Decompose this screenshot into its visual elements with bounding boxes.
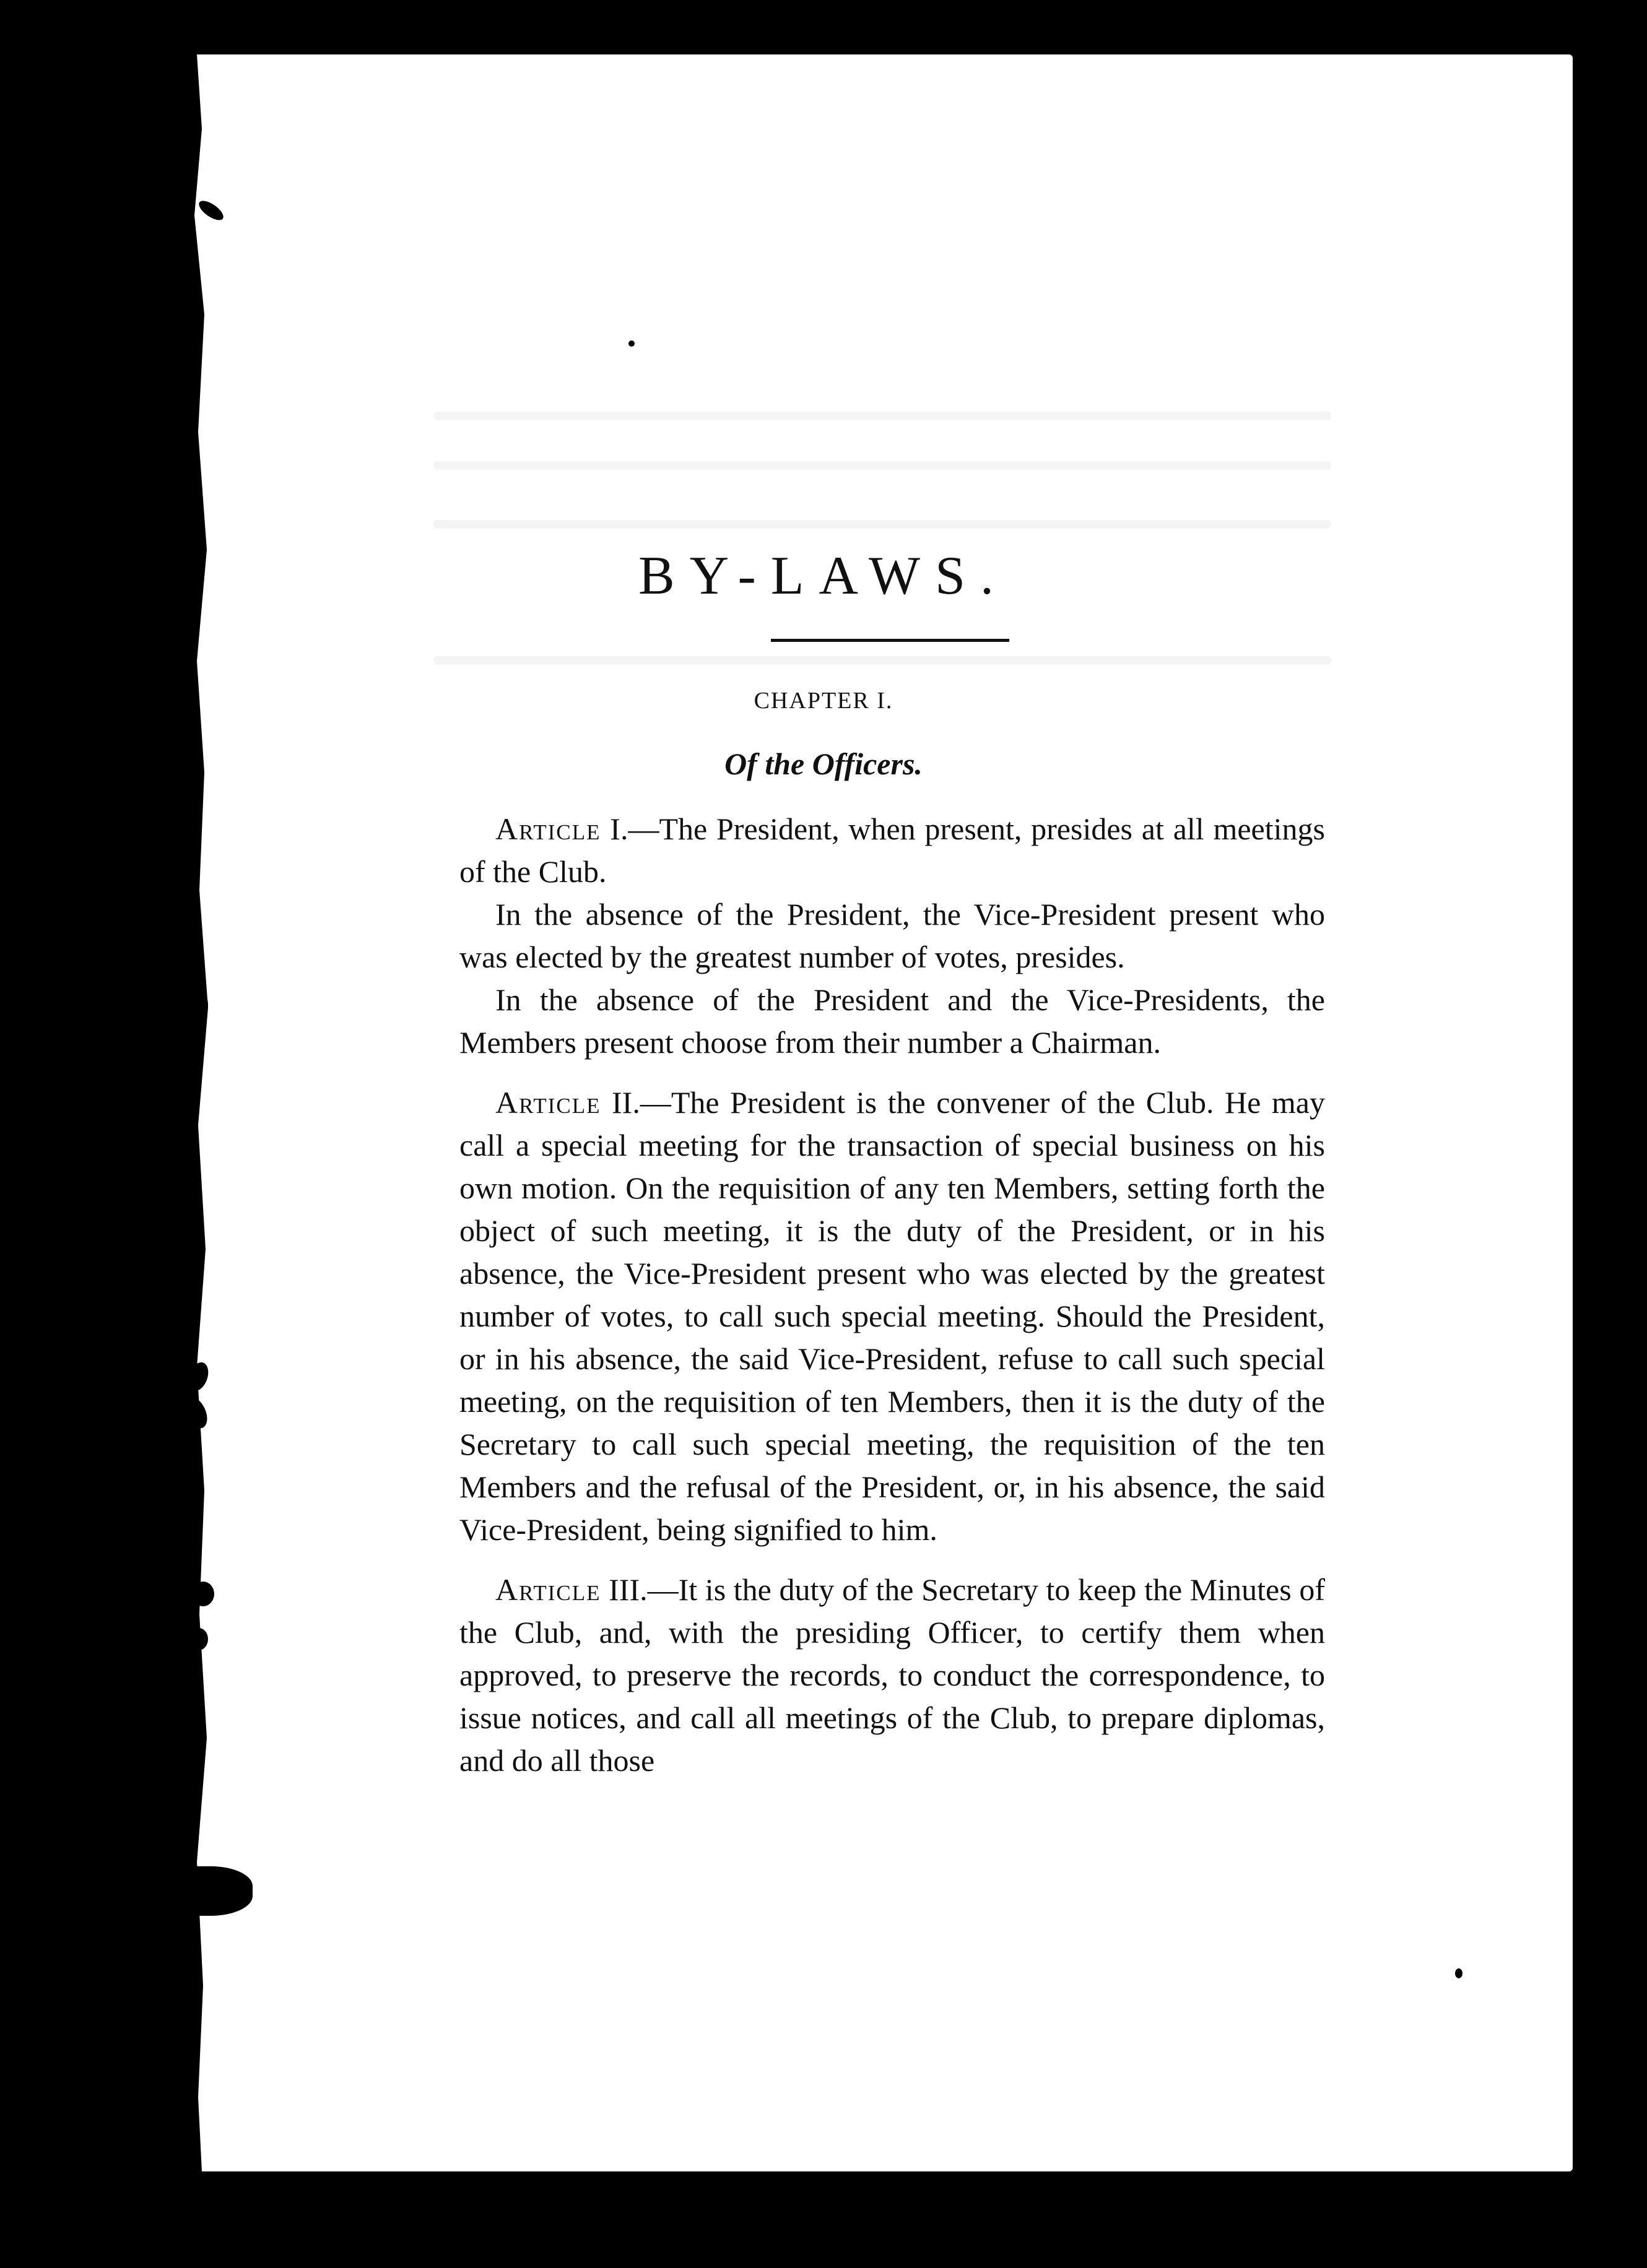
show-through-line xyxy=(433,656,1331,665)
article-paragraph xyxy=(459,1081,1325,1551)
article-label: Article xyxy=(495,812,601,846)
ink-speck xyxy=(197,993,208,1016)
title-divider xyxy=(771,639,1009,642)
paragraph-text: —The President, when present, presides at all meetings of the Club. xyxy=(459,812,1325,889)
paragraph-text: In the absence of the President and the Vice-Presidents, the Members present choose from their number a Chairman. xyxy=(459,982,1325,1060)
show-through-line xyxy=(433,461,1331,470)
torn-binding-edge xyxy=(186,54,260,2171)
paragraph xyxy=(459,893,1325,979)
show-through-line xyxy=(433,520,1331,529)
paragraph-text: —It is the duty of the Secretary to keep the Minutes of the Club, and, with the presiding Officer, to certify them when approved, to preserve the records, to conduct the correspondence, to issue notices, and call all meetings of the Club, to prepare diplomas, and do all those xyxy=(459,1572,1326,1778)
article-paragraph xyxy=(459,808,1325,893)
ink-speck xyxy=(192,1582,214,1606)
article-number: II. xyxy=(601,1085,640,1120)
paragraph-text: —The President is the convener of the Club. He may call a special meeting for the transaction of special business on his own motion. On the requisition of any ten Members, setting forth the object of such meeting, it is the duty of the President, or in his absence, the Vice-President present who was elected by the greatest number of votes, to call such special meeting. Should the President, or in his absence, the said Vice-President, refuse to call such special meeting, on the requisition of ten Members, then it is the duty of the Secretary to call such special meeting, the requisition of the ten Members and the refusal of the President, or, in his absence, the said Vice-President, being signified to him. xyxy=(459,1085,1325,1547)
ink-speck xyxy=(1455,1968,1462,1978)
article-number: I. xyxy=(601,812,628,846)
chapter-heading: CHAPTER I. xyxy=(754,688,893,714)
paragraph xyxy=(459,979,1325,1064)
article-number: III. xyxy=(601,1572,648,1607)
ink-speck xyxy=(628,340,635,347)
show-through-line xyxy=(433,412,1331,420)
section-subheading: Of the Officers. xyxy=(724,747,923,781)
article-label: Article xyxy=(495,1085,601,1120)
body-text xyxy=(459,808,1325,1782)
ink-blot xyxy=(147,1866,253,1916)
ink-speck xyxy=(189,1628,208,1650)
paragraph-text: In the absence of the President, the Vice-President present who was elected by the greatest number of votes, presides. xyxy=(459,897,1325,974)
article-label: Article xyxy=(495,1572,601,1607)
page-title: BY-LAWS. xyxy=(638,546,1009,606)
article-paragraph xyxy=(459,1569,1325,1782)
